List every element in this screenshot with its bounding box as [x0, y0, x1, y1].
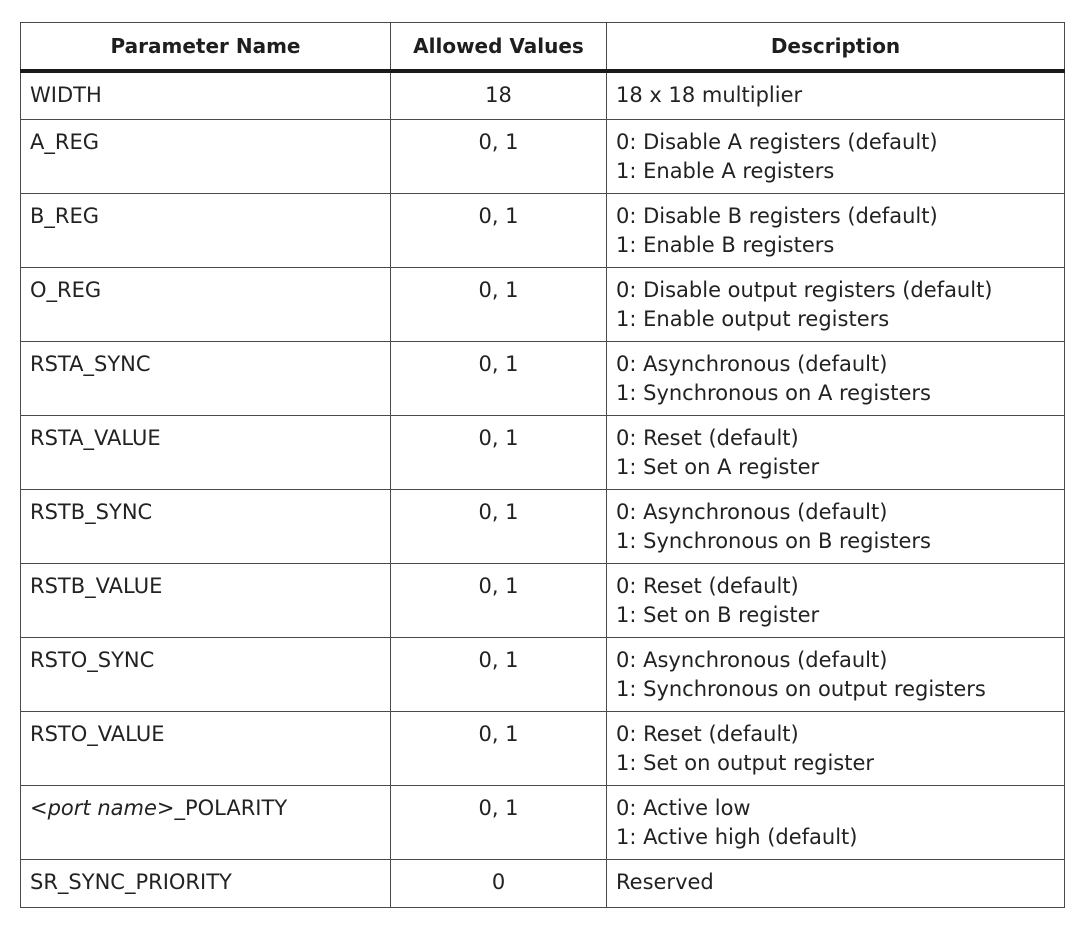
- table-row: [21, 489, 1065, 563]
- description-line: 0: Disable B registers (default): [616, 203, 938, 228]
- parameter-name-cell: RSTA_VALUE: [21, 415, 391, 489]
- description-cell: [607, 193, 1065, 267]
- description-line: 1: Enable B registers: [616, 232, 835, 257]
- description-cell: [607, 119, 1065, 193]
- description-line: 18 x 18 multiplier: [616, 83, 803, 107]
- parameter-name-cell: RSTO_SYNC: [21, 637, 391, 711]
- allowed-values-cell: 0: [391, 859, 607, 907]
- description-line: 1: Synchronous on output registers: [616, 676, 986, 701]
- table-row: [21, 637, 1065, 711]
- description-line: 0: Reset (default): [616, 721, 799, 746]
- parameter-name-cell: RSTA_SYNC: [21, 341, 391, 415]
- table-row: [21, 267, 1065, 341]
- description-cell: [607, 711, 1065, 785]
- allowed-values-cell: 0, 1: [391, 341, 607, 415]
- description-line: 0: Disable output registers (default): [616, 277, 993, 302]
- parameter-name-cell: O_REG: [21, 267, 391, 341]
- table-row: [21, 415, 1065, 489]
- description-line: 0: Active low: [616, 795, 751, 820]
- description-cell: [607, 267, 1065, 341]
- description-line: 1: Synchronous on B registers: [616, 528, 931, 553]
- table-row: [21, 341, 1065, 415]
- description-cell: [607, 71, 1065, 119]
- table-row: [21, 71, 1065, 119]
- table-row: [21, 119, 1065, 193]
- parameter-name-cell: RSTO_VALUE: [21, 711, 391, 785]
- header-parameter-name: Parameter Name: [21, 23, 391, 72]
- table-header-row: [21, 23, 1065, 72]
- allowed-values-cell: 0, 1: [391, 563, 607, 637]
- allowed-values-cell: 0, 1: [391, 489, 607, 563]
- allowed-values-cell: 0, 1: [391, 193, 607, 267]
- description-line: Reserved: [616, 869, 714, 894]
- description-line: 0: Reset (default): [616, 573, 799, 598]
- description-cell: [607, 341, 1065, 415]
- parameter-name-cell: SR_SYNC_PRIORITY: [21, 859, 391, 907]
- allowed-values-cell: 0, 1: [391, 637, 607, 711]
- parameter-table: [20, 22, 1065, 908]
- description-line: 1: Set on B register: [616, 602, 820, 627]
- description-cell: [607, 785, 1065, 859]
- description-line: 1: Enable A registers: [616, 158, 835, 183]
- table-row: [21, 859, 1065, 907]
- allowed-values-cell: 18: [391, 71, 607, 119]
- description-line: 1: Synchronous on A registers: [616, 380, 931, 405]
- description-line: 0: Asynchronous (default): [616, 647, 888, 672]
- allowed-values-cell: 0, 1: [391, 785, 607, 859]
- description-line: 1: Enable output registers: [616, 306, 890, 331]
- description-cell: [607, 563, 1065, 637]
- allowed-values-cell: 0, 1: [391, 267, 607, 341]
- table-row: [21, 785, 1065, 859]
- description-line: 0: Asynchronous (default): [616, 499, 888, 524]
- table-row: [21, 711, 1065, 785]
- description-line: 0: Reset (default): [616, 425, 799, 450]
- table-row: [21, 563, 1065, 637]
- header-description: Description: [607, 23, 1065, 72]
- port-name-placeholder: <port name>: [30, 795, 175, 820]
- description-cell: [607, 637, 1065, 711]
- parameter-name-cell: B_REG: [21, 193, 391, 267]
- description-line: 0: Disable A registers (default): [616, 129, 938, 154]
- description-cell: [607, 489, 1065, 563]
- parameter-name-suffix: _POLARITY: [174, 795, 288, 820]
- allowed-values-cell: 0, 1: [391, 711, 607, 785]
- parameter-name-cell: A_REG: [21, 119, 391, 193]
- parameter-name-cell: RSTB_SYNC: [21, 489, 391, 563]
- parameter-name-cell: RSTB_VALUE: [21, 563, 391, 637]
- allowed-values-cell: 0, 1: [391, 415, 607, 489]
- parameter-name-cell: [21, 785, 391, 859]
- description-line: 1: Set on A register: [616, 454, 820, 479]
- description-line: 1: Active high (default): [616, 824, 858, 849]
- description-cell: [607, 415, 1065, 489]
- description-line: 1: Set on output register: [616, 750, 875, 775]
- allowed-values-cell: 0, 1: [391, 119, 607, 193]
- parameter-name-cell: WIDTH: [21, 71, 391, 119]
- description-line: 0: Asynchronous (default): [616, 351, 888, 376]
- table-row: [21, 193, 1065, 267]
- header-allowed-values: Allowed Values: [391, 23, 607, 72]
- description-cell: [607, 859, 1065, 907]
